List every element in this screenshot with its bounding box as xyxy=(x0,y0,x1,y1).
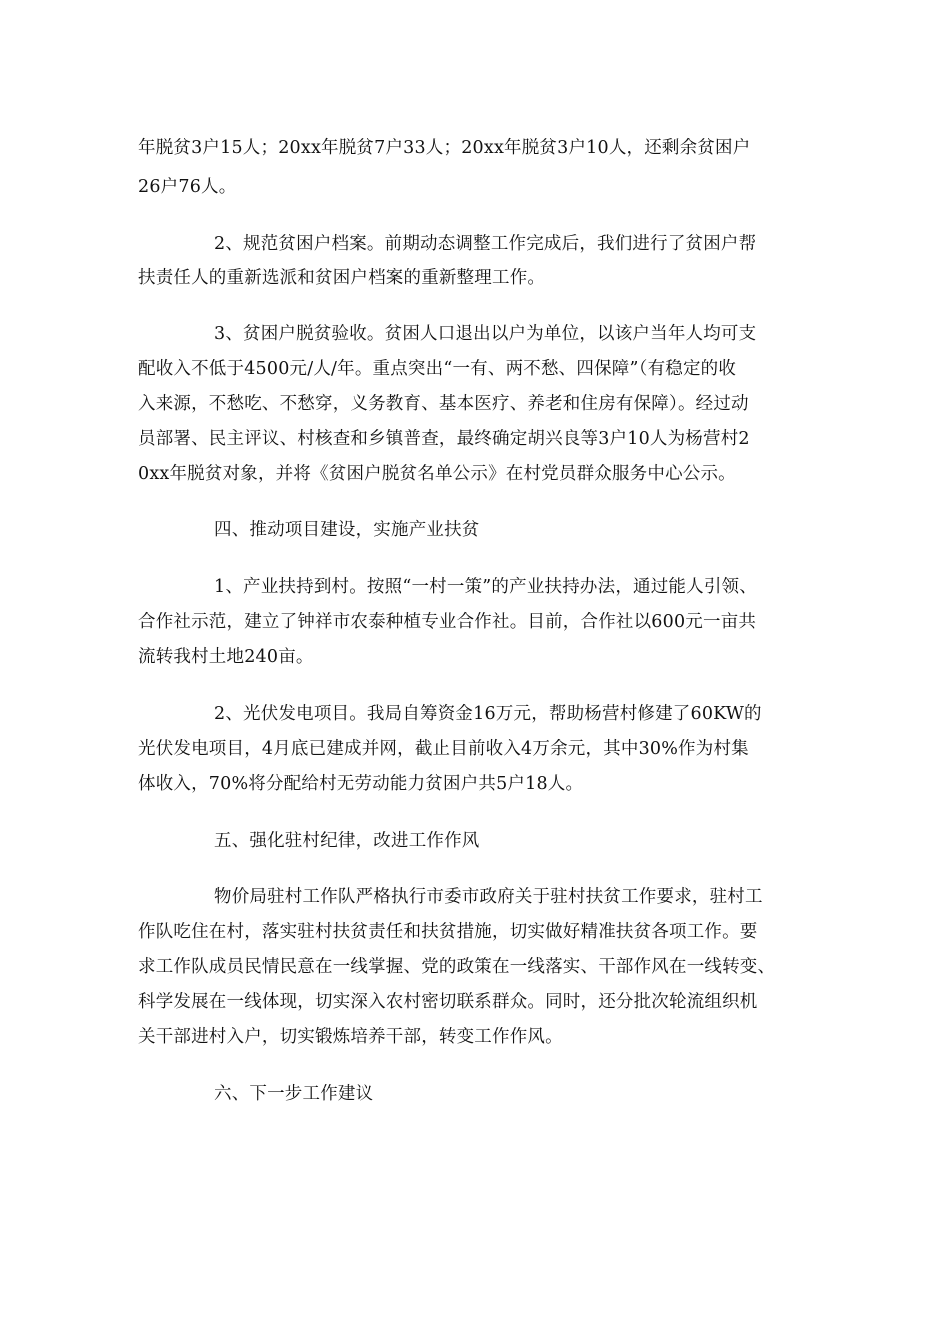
paragraph-line: 作队吃住在村，落实驻村扶贫责任和扶贫措施，切实做好精准扶贫各项工作。要 xyxy=(138,922,758,942)
paragraph-line: 0xx年脱贫对象，并将《贫困户脱贫名单公示》在村党员群众服务中心公示。 xyxy=(138,464,736,484)
paragraph-line: 配收入不低于4500元/人/年。重点突出“一有、两不愁、四保障”（有稳定的收 xyxy=(138,359,737,379)
paragraph-line: 2、规范贫困户档案。前期动态调整工作完成后，我们进行了贫困户帮 xyxy=(214,234,757,254)
paragraph-line: 1、产业扶持到村。按照“一村一策”的产业扶持办法，通过能人引领、 xyxy=(214,577,757,597)
paragraph-line: 26户76人。 xyxy=(138,177,237,197)
paragraph-line: 员部署、民主评议、村核查和乡镇普查，最终确定胡兴良等3户10人为杨营村2 xyxy=(138,429,750,449)
paragraph-line: 入来源，不愁吃、不愁穿，义务教育、基本医疗、养老和住房有保障）。经过动 xyxy=(138,394,749,414)
section-heading: 四、推动项目建设，实施产业扶贫 xyxy=(214,520,480,540)
paragraph-line: 扶责任人的重新选派和贫困户档案的重新整理工作。 xyxy=(138,268,546,288)
paragraph-line: 体收入，70%将分配给村无劳动能力贫困户共5户18人。 xyxy=(138,774,584,794)
paragraph-line: 光伏发电项目，4月底已建成并网，截止目前收入4万余元，其中30%作为村集 xyxy=(138,739,749,759)
paragraph-line: 年脱贫3户15人；20xx年脱贫7户33人；20xx年脱贫3户10人，还剩余贫困户 xyxy=(138,138,751,158)
paragraph-line: 3、贫困户脱贫验收。贫困人口退出以户为单位，以该户当年人均可支 xyxy=(214,324,757,344)
section-heading: 五、强化驻村纪律，改进工作作风 xyxy=(214,831,480,851)
paragraph-line: 求工作队成员民情民意在一线掌握、党的政策在一线落实、干部作风在一线转变、 xyxy=(138,957,776,977)
paragraph-line: 关干部进村入户，切实锻炼培养干部，转变工作作风。 xyxy=(138,1027,563,1047)
paragraph-line: 2、光伏发电项目。我局自筹资金16万元，帮助杨营村修建了60KW的 xyxy=(214,704,762,724)
paragraph-line: 科学发展在一线体现，切实深入农村密切联系群众。同时，还分批次轮流组织机 xyxy=(138,992,758,1012)
paragraph-line: 合作社示范，建立了钟祥市农泰种植专业合作社。目前，合作社以600元一亩共 xyxy=(138,612,757,632)
section-heading: 六、下一步工作建议 xyxy=(214,1084,374,1104)
paragraph-line: 物价局驻村工作队严格执行市委市政府关于驻村扶贫工作要求，驻村工 xyxy=(214,887,763,907)
paragraph-line: 流转我村土地240亩。 xyxy=(138,647,314,667)
